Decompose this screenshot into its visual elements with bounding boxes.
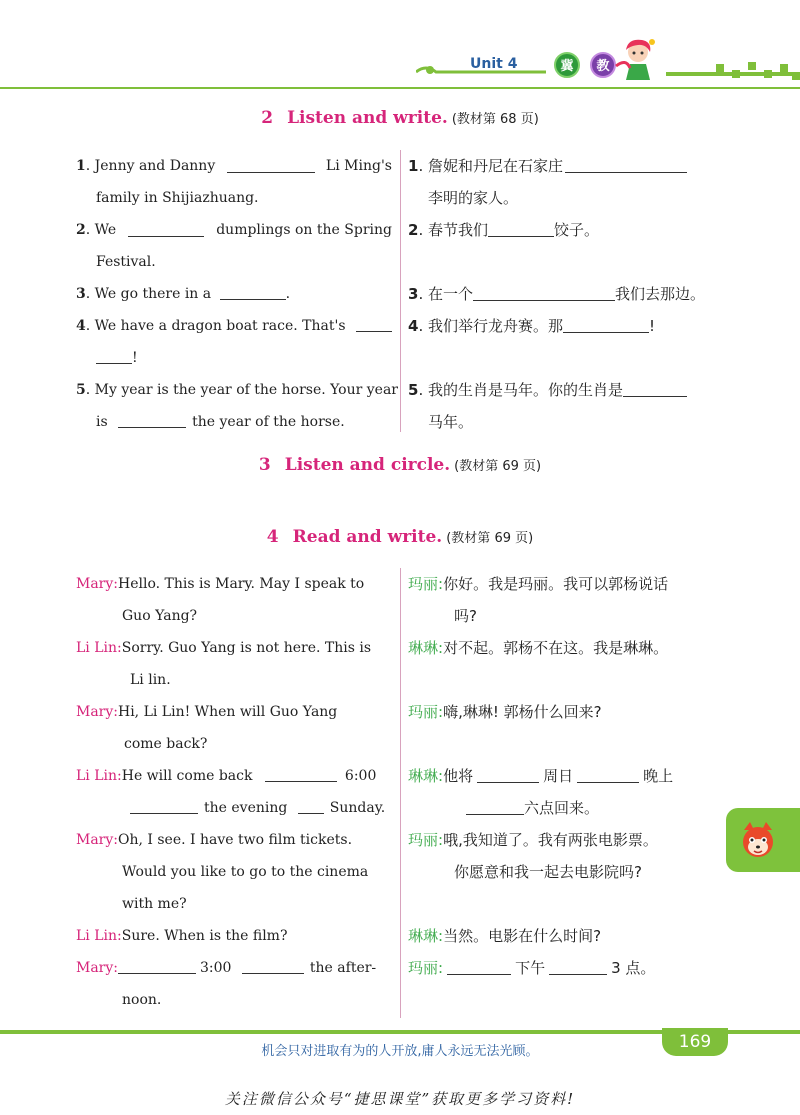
speaker-label: Mary:	[76, 576, 118, 592]
section-number: 4	[266, 527, 279, 547]
section-number: 2	[261, 108, 274, 128]
answer-blank[interactable]	[118, 427, 186, 428]
speaker-label: 玛丽:	[408, 703, 444, 721]
dialogue-line: 玛丽:你好。我是玛丽。我可以郭杨说话	[408, 575, 669, 593]
textbook-reference: (教材第 69 页)	[454, 459, 542, 474]
section-number: 3	[258, 455, 271, 475]
textbook-reference: (教材第 68 页)	[451, 112, 539, 127]
list-item: 1. Jenny and Danny Li Ming's	[76, 158, 392, 174]
list-item: 5. 我的生肖是马年。你的生肖是	[408, 374, 687, 406]
list-item-continued: Festival.	[96, 254, 156, 270]
list-item: 5. My year is the year of the horse. Your year	[76, 382, 398, 398]
answer-blank[interactable]	[447, 974, 511, 975]
answer-blank[interactable]	[130, 813, 198, 814]
speaker-label: 琳琳:	[408, 639, 444, 657]
answer-blank[interactable]	[128, 236, 204, 237]
fairy-mascot-icon	[612, 36, 662, 86]
answer-blank[interactable]	[473, 300, 615, 301]
dialogue-line-continued: with me?	[122, 896, 187, 912]
fox-mascot-icon	[738, 820, 778, 860]
dialogue-line: 玛丽:嗨,琳琳! 郭杨什么回来?	[408, 703, 602, 721]
answer-blank[interactable]	[623, 396, 687, 397]
answer-blank[interactable]	[488, 236, 554, 237]
dialogue-line: 玛丽:哦,我知道了。我有两张电影票。	[408, 831, 658, 849]
unit-label: Unit 4	[470, 56, 518, 72]
speaker-label: Li Lin:	[76, 640, 122, 656]
section-3-title	[0, 455, 800, 475]
dialogue-line: Mary: 3:00 the after-	[76, 960, 377, 976]
answer-blank[interactable]	[298, 813, 324, 814]
textbook-reference: (教材第 69 页)	[446, 531, 534, 546]
list-item-continued: 李明的家人。	[428, 189, 519, 207]
list-item: 1. 詹妮和丹尼在石家庄	[408, 150, 687, 182]
dialogue-line: Mary:Hello. This is Mary. May I speak to	[76, 576, 365, 592]
list-item-continued: !	[96, 342, 138, 374]
dialogue-line-continued: 吗?	[454, 607, 477, 625]
dialogue-line: Li Lin:Sorry. Guo Yang is not here. This is	[76, 640, 372, 656]
answer-blank[interactable]	[466, 814, 524, 815]
answer-blank[interactable]	[565, 172, 687, 173]
speaker-label: 玛丽:	[408, 959, 444, 977]
answer-blank[interactable]	[118, 973, 196, 974]
list-item: 4. 我们举行龙舟赛。那 !	[408, 317, 655, 335]
dialogue-line-continued: 你愿意和我一起去电影院吗?	[454, 863, 642, 881]
list-item: 2. 春节我们 饺子。	[408, 221, 599, 239]
dialogue-line: Mary:Oh, I see. I have two film tickets.	[76, 832, 353, 848]
list-item: 2. We dumplings on the Spring	[76, 222, 392, 238]
dialogue-line: Mary:Hi, Li Lin! When will Guo Yang	[76, 704, 338, 720]
list-item: 3. 在一个 我们去那边。	[408, 285, 705, 303]
ji-badge: 冀	[554, 52, 580, 78]
jiao-badge: 教	[590, 52, 616, 78]
list-item-continued: family in Shijiazhuang.	[96, 190, 259, 206]
dialogue-line-continued: the evening Sunday.	[130, 792, 385, 824]
list-item: 4. We have a dragon boat race. That's	[76, 310, 392, 342]
speaker-label: 玛丽:	[408, 575, 444, 593]
page-header	[0, 0, 800, 92]
speaker-label: 琳琳:	[408, 767, 444, 785]
page-number: 169	[678, 1032, 712, 1052]
answer-blank[interactable]	[227, 172, 315, 173]
section-heading: Read and write.	[292, 527, 443, 547]
dialogue-line-continued: Would you like to go to the cinema	[122, 864, 369, 880]
dialogue-line-continued: come back?	[124, 736, 208, 752]
dialogue-line: 琳琳:对不起。郭杨不在这。我是琳琳。	[408, 639, 669, 657]
speaker-label: Mary:	[76, 704, 118, 720]
answer-blank[interactable]	[549, 974, 607, 975]
answer-blank[interactable]	[577, 782, 639, 783]
section-heading: Listen and write.	[287, 108, 448, 128]
header-rule	[0, 87, 800, 89]
section-2-title	[0, 108, 800, 128]
speaker-label: Mary:	[76, 832, 118, 848]
speaker-label: 玛丽:	[408, 831, 444, 849]
dialogue-line-continued: Guo Yang?	[122, 608, 198, 624]
section-2-divider	[400, 150, 401, 432]
dialogue-line-continued: noon.	[122, 992, 162, 1008]
answer-blank[interactable]	[477, 782, 539, 783]
answer-blank[interactable]	[242, 973, 304, 974]
speaker-label: 琳琳:	[408, 927, 444, 945]
footer-note: 关注微信公众号“捷思课堂”获取更多学习资料!	[224, 1090, 576, 1108]
speaker-label: Mary:	[76, 960, 118, 976]
section-4-divider	[400, 568, 401, 1018]
speaker-label: Li Lin:	[76, 928, 122, 944]
dialogue-line: 玛丽: 下午 3 点。	[408, 959, 656, 977]
answer-blank[interactable]	[563, 332, 649, 333]
section-heading: Listen and circle.	[284, 455, 451, 475]
speaker-label: Li Lin:	[76, 768, 122, 784]
list-item: 3. We go there in a .	[76, 286, 291, 302]
answer-blank[interactable]	[96, 363, 132, 364]
section-4-title	[0, 527, 800, 547]
list-item-continued: 马年。	[428, 413, 474, 431]
dialogue-line: Li Lin:Sure. When is the film?	[76, 928, 288, 944]
dialogue-line-continued: 六点回来。	[466, 792, 599, 824]
dialogue-line: 琳琳:当然。电影在什么时间?	[408, 927, 602, 945]
dialogue-line: Li Lin:He will come back 6:00	[76, 768, 377, 784]
dialogue-line: 琳琳:他将 周日 晚上	[408, 767, 674, 785]
answer-blank[interactable]	[220, 299, 286, 300]
answer-blank[interactable]	[265, 781, 337, 782]
dialogue-line-continued: Li lin.	[130, 672, 171, 688]
answer-blank[interactable]	[356, 331, 392, 332]
list-item-continued: is the year of the horse.	[96, 414, 345, 430]
footer-motto: 机会只对进取有为的人开放,庸人永远无法光顾。	[261, 1044, 539, 1059]
